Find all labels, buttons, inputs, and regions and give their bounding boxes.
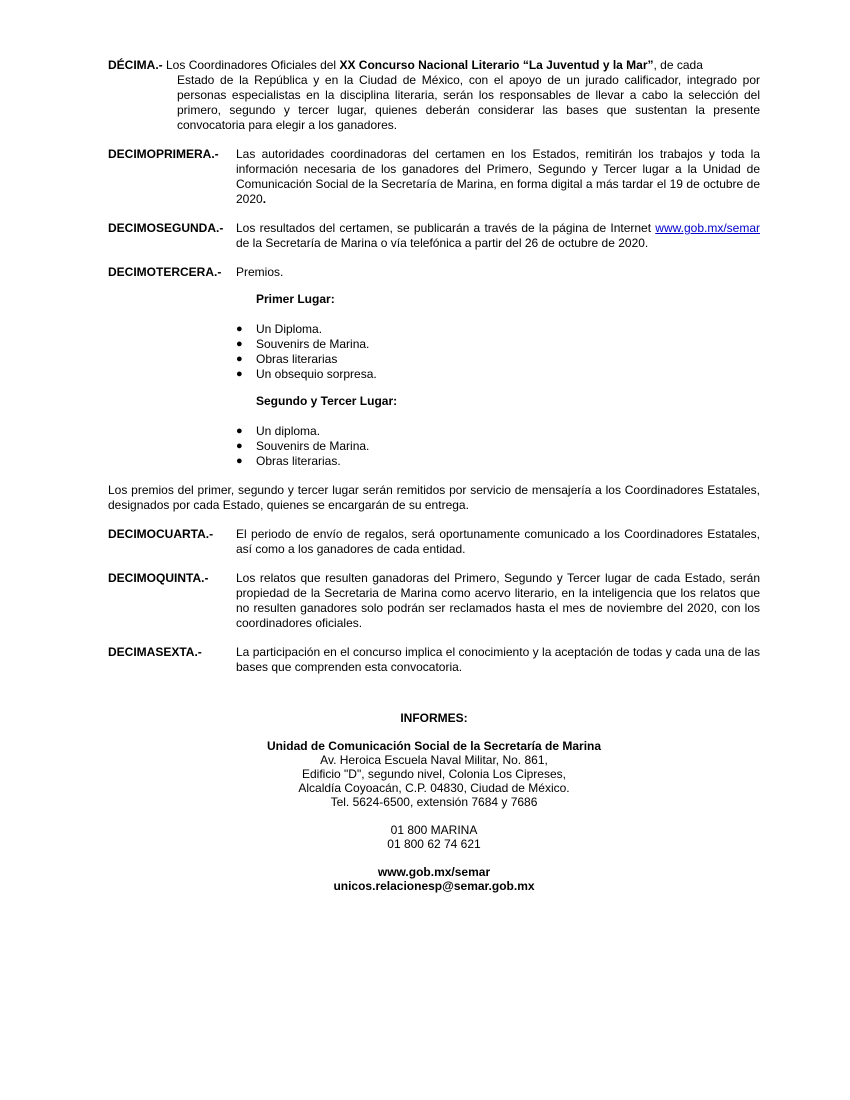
list-item-text: Souvenirs de Marina. <box>256 337 370 351</box>
bullet-icon: ● <box>236 338 243 350</box>
clause-text-end: . <box>262 192 267 206</box>
clause-body: La participación en el concurso implica el conocimiento y la aceptación de todas y cada una de las bases que comprenden esta convocatoria. <box>236 645 760 674</box>
informes-heading: INFORMES: <box>400 711 468 725</box>
phone-extension-line: Tel. 5624-6500, extensión 7684 y 7686 <box>330 795 538 809</box>
bullet-icon: ● <box>236 323 243 335</box>
clause-decima <box>108 58 760 133</box>
clause-label: DÉCIMA.- <box>108 58 163 72</box>
list-item-text: Un obsequio sorpresa. <box>256 367 377 381</box>
clause-body <box>236 265 760 469</box>
clause-label: DECIMOQUINTA.- <box>108 571 209 585</box>
list-item-text: Un Diploma. <box>256 322 323 336</box>
clause-text: Los resultados del certamen, se publicarán a través de la página de Internet <box>236 221 656 235</box>
clause-body: Los relatos que resulten ganadoras del Primero, Segundo y Tercer lugar de cada Estado, serán propiedad de la Secretaria de Marina como acervo literario, en la inteligencia que los relatos que no resulten ganadores solo podrán ser reclamados hasta el mes de noviembre del 2020, con los coordinadores oficiales. <box>236 571 760 630</box>
address-line: Alcaldía Coyoacán, C.P. 04830, Ciudad de México. <box>298 781 570 795</box>
clause-text: Los Coordinadores Oficiales del <box>162 58 340 72</box>
clause-label: DECIMOCUARTA.- <box>108 527 214 541</box>
list-item <box>236 322 760 337</box>
bullet-icon: ● <box>236 353 243 365</box>
clause-body: El periodo de envío de regalos, será oportunamente comunicado a los Coordinadores Estatales, así como a los ganadores de cada entidad. <box>236 527 760 556</box>
list-item <box>236 367 760 382</box>
bullet-icon: ● <box>236 368 243 380</box>
clause-decimocuarta <box>108 527 760 557</box>
list-item <box>236 454 760 469</box>
bullet-icon: ● <box>236 440 243 452</box>
clause-decima-first-line <box>108 58 760 73</box>
bullet-icon: ● <box>236 455 243 467</box>
clause-text: Premios. <box>236 265 284 279</box>
clause-label: DECIMOSEGUNDA.- <box>108 221 224 235</box>
address-line: Av. Heroica Escuela Naval Militar, No. 861, <box>320 753 548 767</box>
second-third-place-heading: Segundo y Tercer Lugar: <box>256 394 398 408</box>
clause-label: DECIMASEXTA.- <box>108 645 202 659</box>
clause-text: Las autoridades coordinadoras del certamen en los Estados, remitirán los trabajos y toda la información necesaria de los ganadores del Primero, Segundo y Tercer lugar a la Unidad de Comunicación Social de la Secretaría de Marina, en forma digital a más tardar el 19 de octubre de 2020 <box>236 147 760 206</box>
list-item <box>236 439 760 454</box>
email-text: unicos.relacionesp@semar.gob.mx <box>333 879 535 893</box>
semar-website-link[interactable]: www.gob.mx/semar <box>655 221 760 235</box>
clause-text: , de cada <box>653 58 703 72</box>
second-third-place-prize-list <box>236 424 760 469</box>
list-item <box>236 352 760 367</box>
clause-decimosegunda <box>108 221 760 251</box>
website-text: www.gob.mx/semar <box>377 865 491 879</box>
document-page <box>108 58 760 893</box>
list-item <box>236 424 760 439</box>
clause-decimoprimera <box>108 147 760 207</box>
bullet-icon: ● <box>236 425 243 437</box>
phone-number: 01 800 MARINA <box>390 823 478 837</box>
list-item-text: Obras literarias <box>256 352 338 366</box>
clause-text: de la Secretaría de Marina o vía telefónica a partir del 26 de octubre de 2020. <box>236 236 649 250</box>
prizes-delivery-note: Los premios del primer, segundo y tercer lugar serán remitidos por servicio de mensajería a los Coordinadores Estatales, designados por cada Estado, quienes se encargarán de su entrega. <box>108 483 760 512</box>
phone-number: 01 800 62 74 621 <box>387 837 481 851</box>
first-place-heading: Primer Lugar: <box>256 292 335 306</box>
clause-decima-body: Estado de la República y en la Ciudad de México, con el apoyo de un jurado calificador, integrado por personas especialistas en la disciplina literaria, serán los responsables de llevar a cabo la selección del primero, segundo y tercer lugar, quienes deberán considerar las bases que sustentan la presente convocatoria para elegir a los ganadores. <box>177 73 760 132</box>
informes-section <box>108 711 760 893</box>
clause-decimasexta <box>108 645 760 675</box>
clause-body <box>236 147 760 207</box>
first-place-prize-list <box>236 322 760 382</box>
clause-decimotercera <box>108 265 760 469</box>
clause-decimoquinta <box>108 571 760 631</box>
clause-label: DECIMOTERCERA.- <box>108 265 222 279</box>
list-item-text: Un diploma. <box>256 424 321 438</box>
organization-name: Unidad de Comunicación Social de la Secretaría de Marina <box>266 739 602 753</box>
contest-title: XX Concurso Nacional Literario “La Juventud y la Mar” <box>339 58 654 72</box>
list-item-text: Obras literarias. <box>256 454 341 468</box>
clause-body <box>236 221 760 251</box>
clause-label: DECIMOPRIMERA.- <box>108 147 219 161</box>
address-line: Edificio "D", segundo nivel, Colonia Los Cipreses, <box>302 767 566 781</box>
list-item-text: Souvenirs de Marina. <box>256 439 370 453</box>
list-item <box>236 337 760 352</box>
